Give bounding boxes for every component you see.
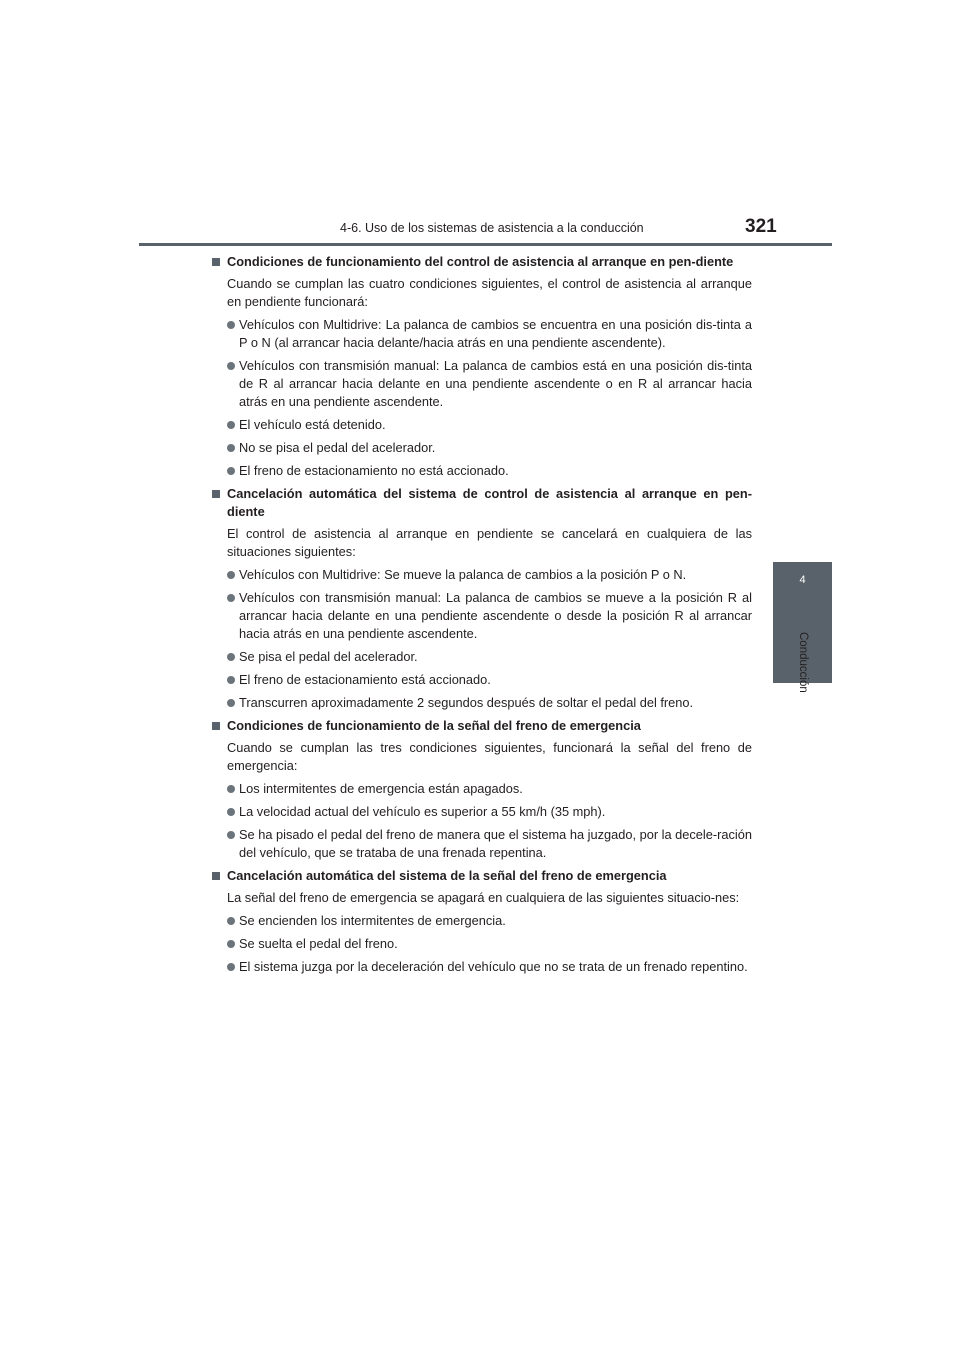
list-item: Transcurren aproximadamente 2 segundos después de soltar el pedal del freno. bbox=[212, 694, 752, 712]
list-item: El freno de estacionamiento está accionado. bbox=[212, 671, 752, 689]
list-item: El freno de estacionamiento no está accionado. bbox=[212, 462, 752, 480]
circle-bullet-icon bbox=[227, 940, 235, 948]
page-number: 321 bbox=[745, 216, 777, 237]
list-item: Se encienden los intermitentes de emergencia. bbox=[212, 912, 752, 930]
section-hill-start-cancellation bbox=[212, 485, 752, 712]
list-item: Se ha pisado el pedal del freno de manera que el sistema ha juzgado, por la decele-ración del vehículo, que se trataba de una frenada repentina. bbox=[212, 826, 752, 862]
circle-bullet-icon bbox=[227, 321, 235, 329]
section-intro: Cuando se cumplan las cuatro condiciones siguientes, el control de asistencia al arranque en pendiente funcionará: bbox=[227, 276, 752, 309]
circle-bullet-icon bbox=[227, 808, 235, 816]
circle-bullet-icon bbox=[227, 917, 235, 925]
list-item: La velocidad actual del vehículo es superior a 55 km/h (35 mph). bbox=[212, 803, 752, 821]
circle-bullet-icon bbox=[227, 653, 235, 661]
list-item: Se suelta el pedal del freno. bbox=[212, 935, 752, 953]
list-item: Vehículos con transmisión manual: La palanca de cambios está en una posición dis-tinta de R al arrancar hacia delante en una pendiente ascendente o en R al arrancar hacia atrás en una pendiente ascendente. bbox=[212, 357, 752, 411]
circle-bullet-icon bbox=[227, 421, 235, 429]
section-title: Cancelación automática del sistema de control de asistencia al arranque en pen-diente bbox=[212, 485, 752, 521]
section-intro: El control de asistencia al arranque en pendiente se cancelará en cualquiera de las situaciones siguientes: bbox=[227, 526, 752, 559]
header-divider bbox=[139, 243, 832, 246]
list-item: El sistema juzga por la deceleración del vehículo que no se trata de un frenado repentino. bbox=[212, 958, 752, 976]
section-hill-start-conditions bbox=[212, 253, 752, 480]
chapter-number: 4 bbox=[799, 574, 806, 586]
square-bullet-icon bbox=[212, 872, 220, 880]
circle-bullet-icon bbox=[227, 785, 235, 793]
page-content bbox=[212, 253, 752, 981]
section-intro: La señal del freno de emergencia se apagará en cualquiera de las siguientes situacio-nes: bbox=[227, 890, 740, 905]
circle-bullet-icon bbox=[227, 699, 235, 707]
section-emergency-brake-conditions bbox=[212, 717, 752, 862]
list-item: No se pisa el pedal del acelerador. bbox=[212, 439, 752, 457]
list-item: Vehículos con Multidrive: La palanca de cambios se encuentra en una posición dis-tinta a P o N (al arrancar hacia delante/hacia atrás en una pendiente ascendente). bbox=[212, 316, 752, 352]
section-emergency-brake-cancellation bbox=[212, 867, 752, 976]
section-title: Condiciones de funcionamiento del control de asistencia al arranque en pen-diente bbox=[212, 253, 752, 271]
list-item: El vehículo está detenido. bbox=[212, 416, 752, 434]
circle-bullet-icon bbox=[227, 963, 235, 971]
section-intro: Cuando se cumplan las tres condiciones siguientes, funcionará la señal del freno de emergencia: bbox=[227, 740, 752, 773]
chapter-label-text: Conducción bbox=[797, 632, 809, 693]
circle-bullet-icon bbox=[227, 831, 235, 839]
circle-bullet-icon bbox=[227, 676, 235, 684]
circle-bullet-icon bbox=[227, 467, 235, 475]
chapter-label bbox=[795, 632, 811, 730]
circle-bullet-icon bbox=[227, 594, 235, 602]
list-item: Vehículos con transmisión manual: La palanca de cambios se mueve a la posición R al arrancar hacia delante en una pendiente ascendente o desde la posición R al arrancar hacia atrás en una pendiente ascendente. bbox=[212, 589, 752, 643]
running-header: 4-6. Uso de los sistemas de asistencia a la conducción bbox=[340, 221, 644, 235]
square-bullet-icon bbox=[212, 490, 220, 498]
square-bullet-icon bbox=[212, 258, 220, 266]
list-item: Vehículos con Multidrive: Se mueve la palanca de cambios a la posición P o N. bbox=[212, 566, 752, 584]
list-item: Se pisa el pedal del acelerador. bbox=[212, 648, 752, 666]
section-title: Condiciones de funcionamiento de la señal del freno de emergencia bbox=[212, 717, 752, 735]
list-item: Los intermitentes de emergencia están apagados. bbox=[212, 780, 752, 798]
square-bullet-icon bbox=[212, 722, 220, 730]
circle-bullet-icon bbox=[227, 362, 235, 370]
circle-bullet-icon bbox=[227, 444, 235, 452]
circle-bullet-icon bbox=[227, 571, 235, 579]
section-title: Cancelación automática del sistema de la señal del freno de emergencia bbox=[212, 867, 752, 885]
